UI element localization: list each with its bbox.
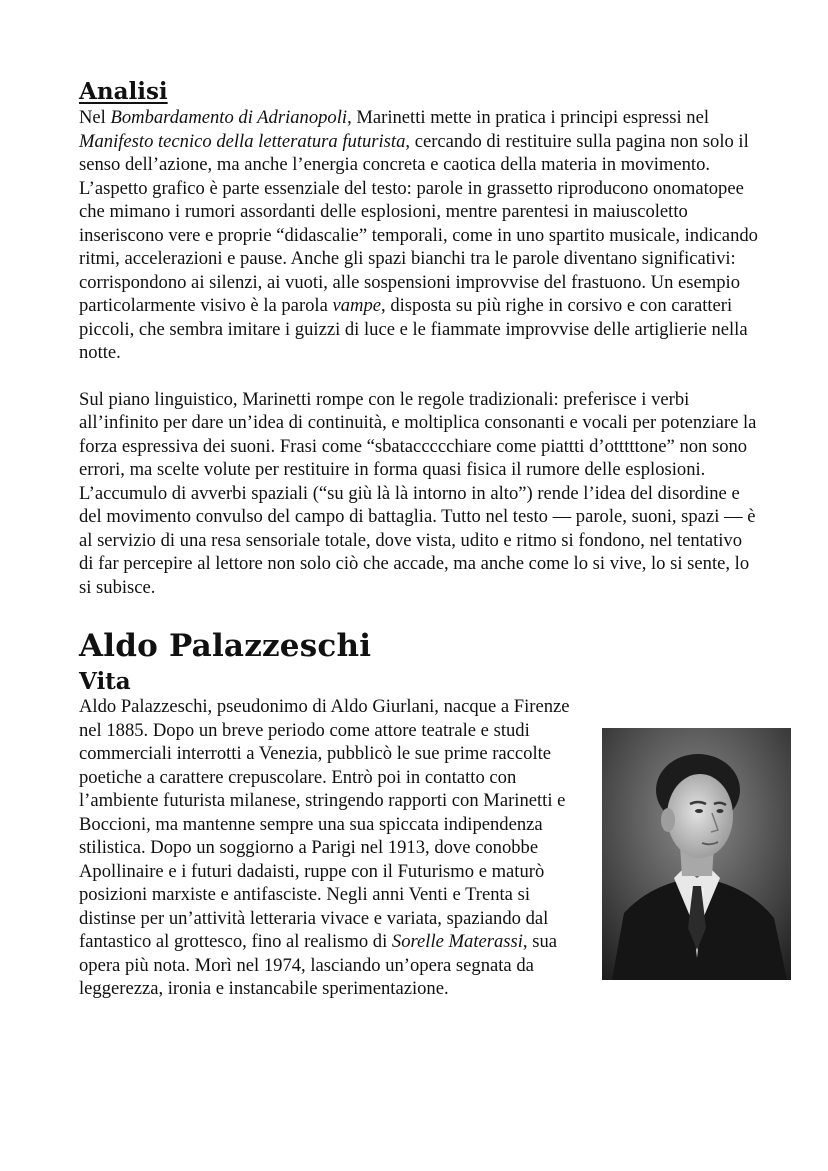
work-title-italic: Bombardamento di Adrianopoli [110, 107, 348, 128]
vita-section [79, 695, 791, 1001]
word-italic: vampe [332, 295, 382, 316]
section-heading-analisi: Analisi [79, 78, 168, 105]
text-run: , cercando di restituire sulla pagina non solo il senso dell’azione, ma anche l’energia concreta e caotica della materia in movimento. L’aspetto grafico è parte essenziale del testo: parole in grassetto riproducono onomatopee che mimano i rumori assordanti delle esplosioni, mentre parentesi in maiuscoletto inseriscono vere e proprie “didascalie” temporali, come in uno spartito musicale, indicando ritmi, accelerazioni e pause. Anche gli spazi bianchi tra le parole diventano significativi: corrispondono ai silenzi, ai vuoti, alle sospensioni improvvise del frastuono. Un esempio particolarmente visivo è la parola [79, 130, 758, 316]
work-title-italic: Manifesto tecnico della letteratura futurista [79, 130, 406, 152]
text-run: Nel [79, 107, 111, 128]
text-run: , Marinetti mette in pratica i principi espressi nel [347, 107, 710, 128]
author-heading: Aldo Palazzeschi [79, 628, 372, 664]
text-run: Aldo Palazzeschi, pseudonimo di Aldo Giurlani, nacque a Firenze nel 1885. Dopo un breve periodo come attore teatrale e studi commerciali interrotti a Venezia, pubblicò le sue prime raccolte poetiche a carattere crepuscolare. Entrò poi in contatto con l’ambiente futurista milanese, stringendo rapporti con Marinetti e Boccioni, ma mantenne sempre una sua spiccata indipendenza stilistica. Dopo un soggiorno a Parigi nel 1913, dove conobbe Apollinaire e i futuri dadaisti, ruppe con il Futurismo e maturò posizioni marxiste e antifasciste. Negli anni Venti e Trenta si distinse per un’attività letteraria vivace e variata, spaziando dal fantastico al grottesco, fino al realismo di [79, 696, 570, 952]
analisi-paragraph-1 [79, 106, 759, 365]
author-portrait-photo [602, 728, 791, 980]
page-content [79, 78, 759, 1001]
vita-heading: Vita [79, 668, 131, 695]
vita-paragraph [79, 695, 589, 1001]
analisi-paragraph-2: Sul piano linguistico, Marinetti rompe con le regole tradizionali: preferisce i verbi all’infinito per dare un’idea di continuità, e moltiplica consonanti e vocali per potenziare la forza espressiva dei suoni. Frasi come “sbataccccchiare come piattti d’otttttone” non sono errori, ma scelte volute per restituire in forma quasi fisica il rumore delle esplosioni. L’accumulo di avverbi spaziali (“su giù là là intorno in alto”) rende l’idea del disordine e del movimento convulso del campo di battaglia. Tutto nel testo — parole, suoni, spazi — è al servizio di una resa sensoriale totale, dove vista, udito e ritmo si fondono, nel tentativo di far percepire al lettore non solo ciò che accade, ma anche come lo si vive, lo si sente, lo si subisce. [79, 388, 757, 598]
text-run: , sua opera più nota. Morì nel 1974, lasciando un’opera segnata da leggerezza, ironia e instancabile sperimentazione. [79, 931, 558, 999]
text-run: , disposta su più righe in corsivo e con caratteri piccoli, che sembra imitare i guizzi di luce e le fiammate improvvise delle artiglierie nella notte. [79, 295, 748, 363]
work-title-italic: Sorelle Materassi [391, 931, 523, 952]
